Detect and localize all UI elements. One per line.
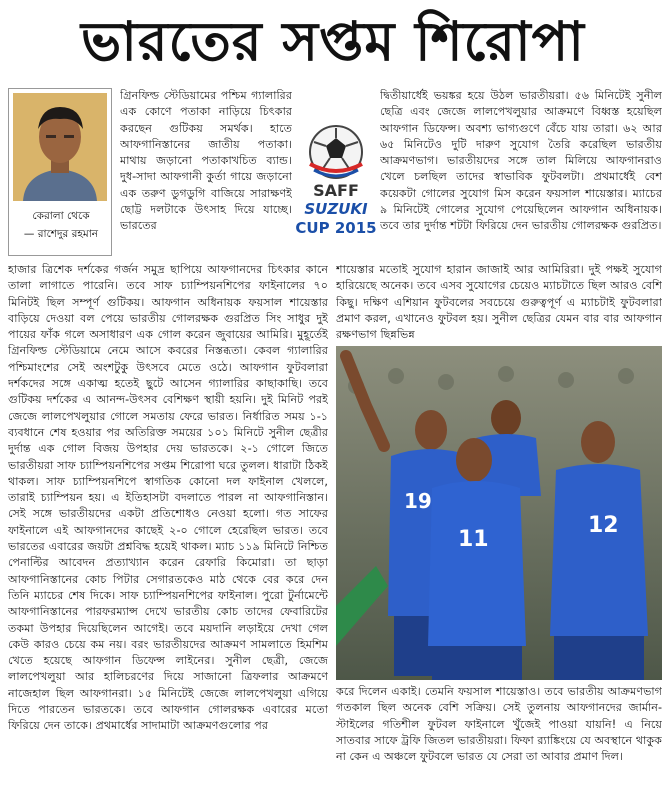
logo-saff-text: SAFF — [313, 181, 359, 200]
logo-suzuki-text: SUZUKI — [304, 200, 368, 218]
article-paragraph-1: গ্রিনফিল্ড স্টেডিয়ামের পশ্চিম গ্যালারির এক কোণে পতাকা নাড়িয়ে চিৎকার করছেন গুটিকয় সমর্থক। হাতে আফগানিস্তানের জাতীয় পতাকা। মাথায় জড়ানো পতাকাখচিত ব্যান্ড। দুধ-সাদা আফগানী কুর্তা গায়ে জড়ানো এক তরুণ ডুগডুগি বাজিয়ে সারাক্ষণই ছোট্ট দলটাকে উৎসাহ দিয়ে যাচ্ছে। ভারতের — [120, 89, 292, 233]
author-photo — [13, 93, 107, 201]
jersey-number-12: 12 — [588, 513, 619, 538]
article-paragraph-5: করে দিলেন একাই। তেমনি ফয়সাল শায়েস্তাও। তবে ভারতীয় আক্রমণভাগ গতকাল ছিল অনেক বেশি সক্রিয়। সেই তুলনায় আফগানদের জার্মান-স্টাইলের গতিশীল ফুটবল ফাইনালে খুঁজেই পাওয়া যায়নি! এ নিয়ে সাতবার সাফে ট্রফি জিতল ভারতীয়রা। ফিফা র‍্যাঙ্কিংয়ে যে অবস্থানে থাকুক না কেন এ অঞ্চলে ফুটবলে ভারত যে সেরা তা আবার প্রমাণ দিল। — [336, 685, 662, 764]
jersey-number-11: 11 — [458, 527, 489, 552]
byline-author: — রাশেদুর রহমান — [23, 228, 99, 240]
article-paragraph-4: শায়েস্তার মতোই সুযোগ হারান জাজাই আর আমিরিরা। দুই পক্ষই সুযোগ হারিয়েছে অনেক। তবে এসব সুযোগের চেয়েও ম্যাচটাতে ছিল আরও বেশি কিছু। দক্ষিণ এশিয়ান ফুটবলের সবচেয়ে গুরুত্বপূর্ণ এ ম্যাচটাই ফুটবলারা প্রমাণ করল, এখানেও ফুটবল হয়। সুনীল ছেত্রির যেমন বার বার আফগান রক্ষণভাগ ছিন্নভিন্ন — [336, 263, 662, 342]
team-celebration-photo — [336, 346, 662, 680]
football-icon — [292, 120, 380, 184]
logo-cup-text: CUP 2015 — [295, 219, 377, 237]
article-paragraph-3: দ্বিতীয়ার্ধেই ভয়ঙ্কর হয়ে উঠল ভারতীয়রা। ৫৬ মিনিটেই সুনীল ছেত্রি এবং জেজে লালপেখলুয়ার আক্রমণে বিধ্বস্ত হয়েছিল আফগান ডিফেন্স। অবশ্য ভাগ্যগুণে বেঁচে যায় তারা। ৬২ আর ৬৫ মিনিটেও দুটি দারুণ সুযোগ তৈরি করেছিল ভারতীয় আক্রমণভাগ। ভারতীয়দের সঙ্গে তাল মিলিয়ে আফগানরাও খেলে চলছিল তাদের স্বাভাবিক ফুটবলটা। প্রথমার্ধেই বেশ কয়েকটা গোলের সুযোগ মিস করেন ফয়সাল শায়েস্তার। ম্যাচের ৯ মিনিটেই গোলের সুযোগ পেয়েছিলেন আফগান অধিনায়ক। তবে তার দুর্দান্ত শটটা ফিরিয়ে দেন ভারতীয় গোলরক্ষক গুরপ্রিত। — [380, 89, 662, 233]
byline-box — [8, 88, 112, 256]
headline: ভারতের সপ্তম শিরোপা — [81, 10, 585, 73]
byline-text — [13, 207, 109, 243]
saff-cup-logo — [292, 120, 380, 250]
article-paragraph-2: হাজার ত্রিশেক দর্শকের গর্জন সমুদ্র ছাপিয়ে আফগানদের চিৎকার কানে তালা লাগাতে পারেনি। তবে সাফ চ্যাম্পিয়নশিপের ফাইনালের ৭০ মিনিটই ছিল সম্পূর্ণ গুটিকয়। আফগান অধিনায়ক ফয়সাল শায়েস্তার বাড়িয়ে দেওয়া বল পেয়ে ভারতীয় গোলরক্ষক গুরপ্রিত সিং সাধুর দুই পায়ের ফাঁক গলে অসাধারণ এক গোল করেন জুবায়ের আমিরি। মুহূর্তেই গ্রিনফিল্ড স্টেডিয়ামে নেমে আসে কবরের নিস্তব্ধতা। কেবল গ্যালারির পশ্চিমাংশের সেই অংশটুকু উৎসবে মেতে ওঠে। আফগান ফুটবলারা দর্শকদের সঙ্গে একাত্ম হতেই ছুটে আসেন গ্যালারির কাছাকাছি। তবে গুটিকয় দর্শকের এ আনন্দ-উৎসব বেশিক্ষণ স্থায়ী হয়নি। দুই মিনিট পরই জেজে লালপেখলুয়ার গোলে সমতায় ফেরে ভারত। নির্ধারিত সময় ১-১ ব্যবধানে শেষ হওয়ার পর অতিরিক্ত সময়ের ১০১ মিনিটে সুনীল ছেত্রীর দুর্দান্ত এক গোল বিজয় উপহার দেয় ভারতকে। ২-১ গোলে জিতে ভারতীয়রা সাফ চ্যাম্পিয়নশিপের সপ্তম শিরোপা ঘরে তুলল। ধারাটা ঠিকই থাকল। সাফ চ্যাম্পিয়নশিপে স্বাগতিক কোনো দল ফাইনাল খেললে, তারাই চ্যাম্পিয়ন হয়। এ ইতিহাসটা বদলাতে পারল না আফগানিস্তান। সেই সঙ্গে ভারতীয়দের একটা প্রতিশোধও নেওয়া হলো। গত সাফের ফাইনালে এই আফগানদের কাছেই ২-০ গোলে হেরেছিল ভারত। তবে ভারতের এবারের জয়টা প্রশ্নবিদ্ধ হয়েই থাকল। ম্যাচ ১১৯ মিনিটে নিশ্চিত পেনাল্টির আবেদন প্রত্যাখ্যান করেন রেফারি কিমোরা। তা ছাড়া আফগানিস্তানের কোচ পিটার সেগারতকেও মাঠ থেকে বের করে দেন তিনি ম্যাচের শেষ দিকে। সাফ চ্যাম্পিয়নশিপের ফাইনাল। পুরো টুর্নামেন্টে আফগানিস্তানের পারফরম্যান্স দেখে ভারতীয় কোচ তাদের ফেবারিটের তকমা উপহার দিয়েছিলেন আগেই। তবে ময়দানি লড়াইয়ে দেখা গেল কেউ কারও চেয়ে কম নয়। বরং ভারতীয়দের আক্রমণ সামলাতে হিমশিম খেতে হয়েছে আফগান ডিফেন্স লাইনের। সুনীল ছেত্রী, জেজে লালপেখলুয়া আর হালিচরণের দিয়ে সাজানো ত্রিফলার আক্রমণে নাজেহাল ছিল আফগানরা। ১৫ মিনিটেই জেজে লালপেখলুয়া এগিয়ে দিতে পারতেন ভারতকে। তবে আফগান গোলরক্ষক এবারের মতো ফিরিয়ে দেন তাকে। প্রথমার্ধের সাদামাটা আক্রমণগুলোর পর — [8, 263, 328, 733]
jersey-number-19: 19 — [404, 489, 432, 513]
byline-location: কেরালা থেকে — [32, 210, 90, 222]
